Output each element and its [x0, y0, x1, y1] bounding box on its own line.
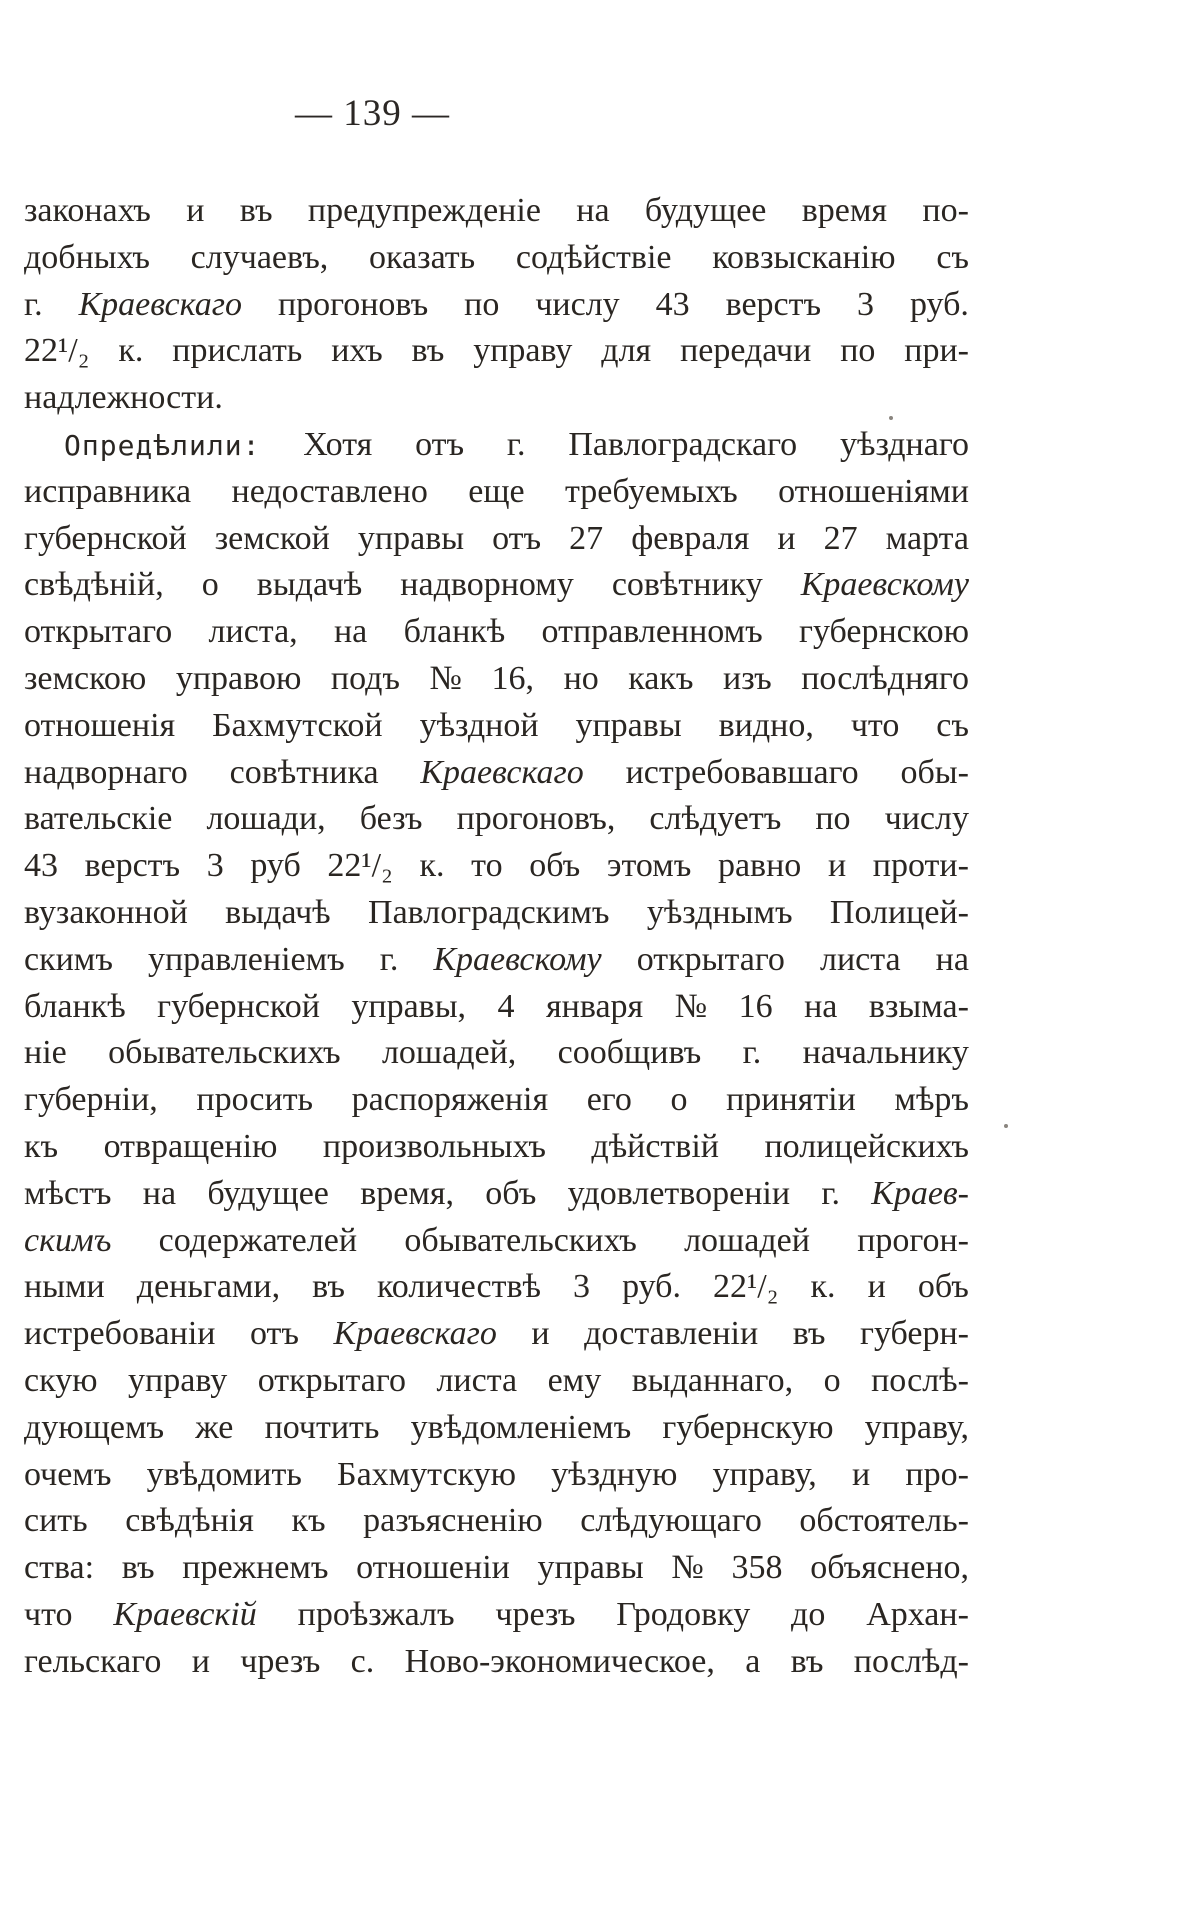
word: листа — [819, 940, 901, 978]
word: г. — [506, 425, 526, 463]
word: прислать — [172, 332, 303, 370]
word: бланкѣ — [24, 987, 126, 1025]
word: листа, — [208, 613, 298, 651]
word: слѣдуетъ — [649, 800, 782, 838]
word: прогон- — [857, 1221, 969, 1259]
word: произвольныхъ — [322, 1127, 546, 1165]
text-line — [24, 703, 969, 750]
word: г. — [821, 1174, 840, 1212]
word: ему — [547, 1361, 602, 1399]
word: обстоятель- — [799, 1502, 969, 1540]
word: въ — [411, 332, 445, 370]
word: взыма- — [868, 987, 969, 1025]
text-line — [24, 469, 969, 516]
word: отношеніями — [778, 472, 969, 510]
word: по- — [922, 192, 969, 229]
text-line — [24, 843, 969, 890]
word: требуемыхъ — [565, 472, 738, 510]
text-line — [24, 1264, 969, 1311]
word: скимъ — [24, 1221, 112, 1259]
word: прогоновъ, — [456, 800, 616, 838]
word: руб. — [622, 1268, 681, 1306]
word: мѣстъ — [24, 1174, 112, 1212]
word: 4 — [497, 987, 515, 1025]
word: какъ — [628, 659, 694, 697]
word: бланкѣ — [403, 613, 506, 651]
text-line — [24, 1311, 969, 1358]
word: Бахмутской — [212, 706, 383, 744]
word: на — [935, 940, 969, 978]
word: будущее — [207, 1174, 329, 1212]
word: числу — [884, 800, 969, 838]
text-line — [24, 1077, 969, 1124]
word: 16 — [738, 987, 773, 1025]
word: чрезъ — [495, 1595, 576, 1633]
word: № — [429, 659, 462, 697]
word: слѣдующаго — [580, 1502, 762, 1540]
word: прежнемъ — [182, 1549, 329, 1587]
word: время — [801, 192, 888, 229]
word: будущее — [644, 192, 767, 229]
word: про- — [905, 1455, 969, 1493]
text-line — [24, 796, 969, 843]
page-number: — 139 — — [295, 93, 450, 134]
word: о — [670, 1081, 688, 1119]
word: лошади, — [206, 800, 326, 838]
word: ковзысканію — [712, 238, 896, 276]
word: 43 — [24, 847, 58, 885]
word: равно — [717, 847, 802, 885]
word: уѣзднымъ — [646, 893, 793, 931]
text-line — [24, 422, 969, 469]
text-line — [24, 984, 969, 1031]
word: доставленіи — [584, 1315, 759, 1353]
word: то — [471, 847, 503, 885]
word: Бахмутскую — [337, 1455, 516, 1493]
text-line — [24, 1358, 969, 1405]
word: увѣдомленіемъ — [410, 1408, 632, 1446]
word: добныхъ — [24, 238, 150, 276]
word: свѣдѣній, — [24, 566, 164, 604]
body-text — [24, 188, 969, 1686]
word: руб — [250, 847, 301, 885]
text-line — [24, 282, 969, 329]
word: 3 — [857, 285, 875, 323]
word: Павлоградскаго — [568, 425, 798, 463]
word: мѣръ — [894, 1081, 969, 1119]
word: губернскою — [799, 613, 969, 651]
word: № — [674, 987, 708, 1025]
word: Краевскій — [113, 1595, 257, 1633]
word: Опредѣлили: — [64, 428, 261, 462]
word: увѣдомить — [146, 1455, 302, 1493]
word: еще — [468, 472, 525, 510]
word: истребовавшаго — [625, 753, 859, 791]
word: въ — [121, 1549, 155, 1587]
word: 22¹/₂ — [24, 332, 90, 370]
word: Краевскаго — [333, 1315, 497, 1353]
word: послѣ- — [871, 1361, 969, 1399]
word: передачи — [680, 332, 812, 370]
word: свѣдѣнія — [125, 1502, 254, 1540]
word: по — [464, 285, 500, 323]
word: выдачѣ — [225, 893, 331, 931]
word: г. — [24, 285, 43, 323]
word: сить — [24, 1502, 88, 1540]
word: объ — [917, 1268, 969, 1306]
word: начальнику — [802, 1034, 969, 1072]
word: 22¹/₂ — [327, 847, 393, 885]
word: управы, — [351, 987, 467, 1025]
word: въ — [792, 1315, 826, 1353]
word: при- — [904, 332, 969, 370]
word: ства: — [24, 1549, 95, 1587]
word: земской — [214, 519, 330, 557]
word: уѣздную — [551, 1455, 678, 1493]
word: управу — [128, 1361, 228, 1399]
word: управу — [473, 332, 573, 370]
text-line — [24, 609, 969, 656]
word: случаевъ, — [190, 238, 329, 276]
word: к. — [419, 847, 445, 885]
word: отвращенію — [103, 1127, 278, 1165]
text-line — [24, 1124, 969, 1171]
text-line — [24, 1030, 969, 1077]
word: количествѣ — [376, 1268, 541, 1306]
word: надворному — [400, 566, 574, 604]
word: вузаконной — [24, 893, 188, 931]
word: Хотя — [303, 425, 373, 463]
word: и — [531, 1315, 550, 1353]
word: управу, — [712, 1455, 817, 1493]
word: послѣдняго — [801, 659, 969, 697]
word: управу, — [864, 1408, 969, 1446]
word: объяснено, — [810, 1549, 969, 1587]
word: до — [791, 1595, 826, 1633]
word: уѣзднаго — [839, 425, 969, 463]
word: содѣйствіе — [515, 238, 672, 276]
word: подъ — [330, 659, 401, 697]
word: верстъ — [725, 285, 822, 323]
word: и — [867, 1268, 886, 1306]
word: г. — [379, 940, 399, 978]
word: обывательскихъ — [404, 1221, 637, 1259]
word: Краевскаго — [420, 753, 584, 791]
word: обывательскихъ — [108, 1034, 341, 1072]
word: о — [823, 1361, 841, 1399]
word: законахъ — [24, 192, 151, 229]
word: марта — [885, 519, 969, 557]
word: совѣтника — [229, 753, 379, 791]
word: лошадей — [684, 1221, 810, 1259]
word: содержателей — [158, 1221, 358, 1259]
text-line — [24, 1592, 969, 1639]
word: на — [804, 987, 838, 1025]
word: 43 — [655, 285, 690, 323]
word: полицейскихъ — [764, 1127, 969, 1165]
word: очемъ — [24, 1455, 112, 1493]
word: распоряженія — [351, 1081, 549, 1119]
word: 27 — [569, 519, 604, 557]
word: на — [576, 192, 610, 229]
word: отъ — [415, 425, 465, 463]
text-line — [24, 188, 969, 235]
word: Гродовку — [616, 1595, 751, 1633]
word: листа — [436, 1361, 518, 1399]
word: для — [601, 332, 652, 370]
word: проти- — [872, 847, 969, 885]
word: послѣд- — [853, 1642, 969, 1680]
word: числу — [535, 285, 620, 323]
word: дующемъ — [24, 1408, 165, 1446]
text-line — [24, 516, 969, 563]
ink-speck — [889, 416, 893, 420]
word: скимъ — [24, 940, 113, 978]
word: г. — [742, 1034, 762, 1072]
word: Краевскаго — [78, 285, 242, 323]
word: почтить — [264, 1408, 380, 1446]
word: ными — [24, 1268, 105, 1306]
word: съ — [936, 238, 969, 276]
word: Краев- — [871, 1174, 969, 1212]
word: Краевскому — [800, 566, 969, 604]
word: но — [563, 659, 599, 697]
text-line — [24, 937, 969, 984]
word: Павлоградскимъ — [368, 893, 610, 931]
word: прогоновъ — [277, 285, 429, 323]
word: уѣздной — [419, 706, 539, 744]
word: управы — [575, 706, 682, 744]
word: объ — [485, 1174, 537, 1212]
word: видно, — [718, 706, 814, 744]
word: этомъ — [606, 847, 692, 885]
word: открытаго — [24, 613, 173, 651]
word: и — [186, 192, 205, 229]
word: Архан- — [866, 1595, 969, 1633]
text-line — [24, 1405, 969, 1452]
text-line — [24, 1545, 969, 1592]
text-line — [24, 656, 969, 703]
word: выданнаго, — [631, 1361, 794, 1399]
word: проѣзжалъ — [297, 1595, 455, 1633]
text-line — [24, 1171, 969, 1218]
word: на — [333, 613, 368, 651]
word: 358 — [731, 1549, 783, 1587]
word: Краевскому — [433, 940, 602, 978]
word: отношенія — [24, 706, 176, 744]
word: оказать — [369, 238, 476, 276]
text-line — [24, 1452, 969, 1499]
word: к. — [118, 332, 144, 370]
text-line — [24, 375, 969, 422]
word: безъ — [359, 800, 423, 838]
word: февраля — [631, 519, 750, 557]
word: руб. — [909, 285, 969, 323]
word: принятіи — [726, 1081, 856, 1119]
word: ихъ — [331, 332, 383, 370]
word: и — [191, 1642, 210, 1680]
word: скую — [24, 1361, 98, 1399]
word: удовлетвореніи — [567, 1174, 791, 1212]
word: къ — [24, 1127, 59, 1165]
word: надлежности. — [24, 379, 223, 417]
text-line — [24, 562, 969, 609]
word: же — [195, 1408, 234, 1446]
word: Полицей- — [829, 893, 969, 931]
word: по — [815, 800, 851, 838]
text-line — [24, 1639, 969, 1686]
word: открытаго — [257, 1361, 406, 1399]
word: совѣтнику — [611, 566, 763, 604]
word: отправленномъ — [541, 613, 763, 651]
word: губернской — [157, 987, 320, 1025]
word: губерніи, — [24, 1081, 158, 1119]
word: управленіемъ — [147, 940, 345, 978]
word: отъ — [249, 1315, 299, 1353]
text-line — [24, 1218, 969, 1265]
text-line — [24, 328, 969, 375]
word: с. — [350, 1642, 375, 1680]
word: что — [24, 1595, 73, 1633]
word: просить — [196, 1081, 314, 1119]
word: а — [745, 1642, 761, 1680]
word: и — [777, 519, 796, 557]
word: чрезъ — [240, 1642, 321, 1680]
word: открытаго — [636, 940, 785, 978]
ink-speck — [1004, 1124, 1008, 1128]
word: съ — [936, 706, 969, 744]
word: о — [201, 566, 219, 604]
word: время, — [360, 1174, 454, 1212]
word: деньгами, — [136, 1268, 281, 1306]
word: 16, — [491, 659, 535, 697]
word: № — [671, 1549, 704, 1587]
word: 3 — [573, 1268, 591, 1306]
word: 22¹/₂ — [713, 1268, 779, 1306]
text-line — [24, 1498, 969, 1545]
word: его — [586, 1081, 632, 1119]
word: истребованіи — [24, 1315, 216, 1353]
word: гельскаго — [24, 1642, 162, 1680]
word: управою — [175, 659, 302, 697]
word: предупрежденіе — [307, 192, 541, 229]
word: губернской — [24, 519, 187, 557]
word: надворнаго — [24, 753, 188, 791]
word: к. — [810, 1268, 836, 1306]
word: недоставлено — [231, 472, 428, 510]
word: лошадей, — [381, 1034, 517, 1072]
word: губерн- — [860, 1315, 969, 1353]
word: сообщивъ — [557, 1034, 702, 1072]
text-line — [24, 750, 969, 797]
word: въ — [312, 1268, 345, 1306]
word: что — [850, 706, 900, 744]
word: губернскую — [662, 1408, 834, 1446]
word: и — [827, 847, 847, 885]
word: вательскіе — [24, 800, 173, 838]
word: ніе — [24, 1034, 67, 1072]
word: отъ — [492, 519, 542, 557]
word: по — [840, 332, 876, 370]
word: объ — [529, 847, 581, 885]
word: управы — [357, 519, 465, 557]
word: 27 — [823, 519, 858, 557]
word: 3 — [206, 847, 224, 885]
text-line — [24, 890, 969, 937]
text-line — [24, 235, 969, 282]
word: изъ — [723, 659, 772, 697]
word: исправника — [24, 472, 192, 510]
word: и — [852, 1455, 871, 1493]
word: управы — [537, 1549, 644, 1587]
word: января — [546, 987, 644, 1025]
word: въ — [239, 192, 273, 229]
word: на — [142, 1174, 177, 1212]
word: земскою — [24, 659, 147, 697]
word: Ново-экономическое, — [404, 1642, 715, 1680]
word: къ — [291, 1502, 326, 1540]
word: верстъ — [84, 847, 181, 885]
word: отношеніи — [356, 1549, 510, 1587]
word: выдачѣ — [256, 566, 363, 604]
word: дѣйствій — [591, 1127, 719, 1165]
word: въ — [790, 1642, 824, 1680]
word: разъясненію — [363, 1502, 543, 1540]
word: обы- — [900, 753, 969, 791]
